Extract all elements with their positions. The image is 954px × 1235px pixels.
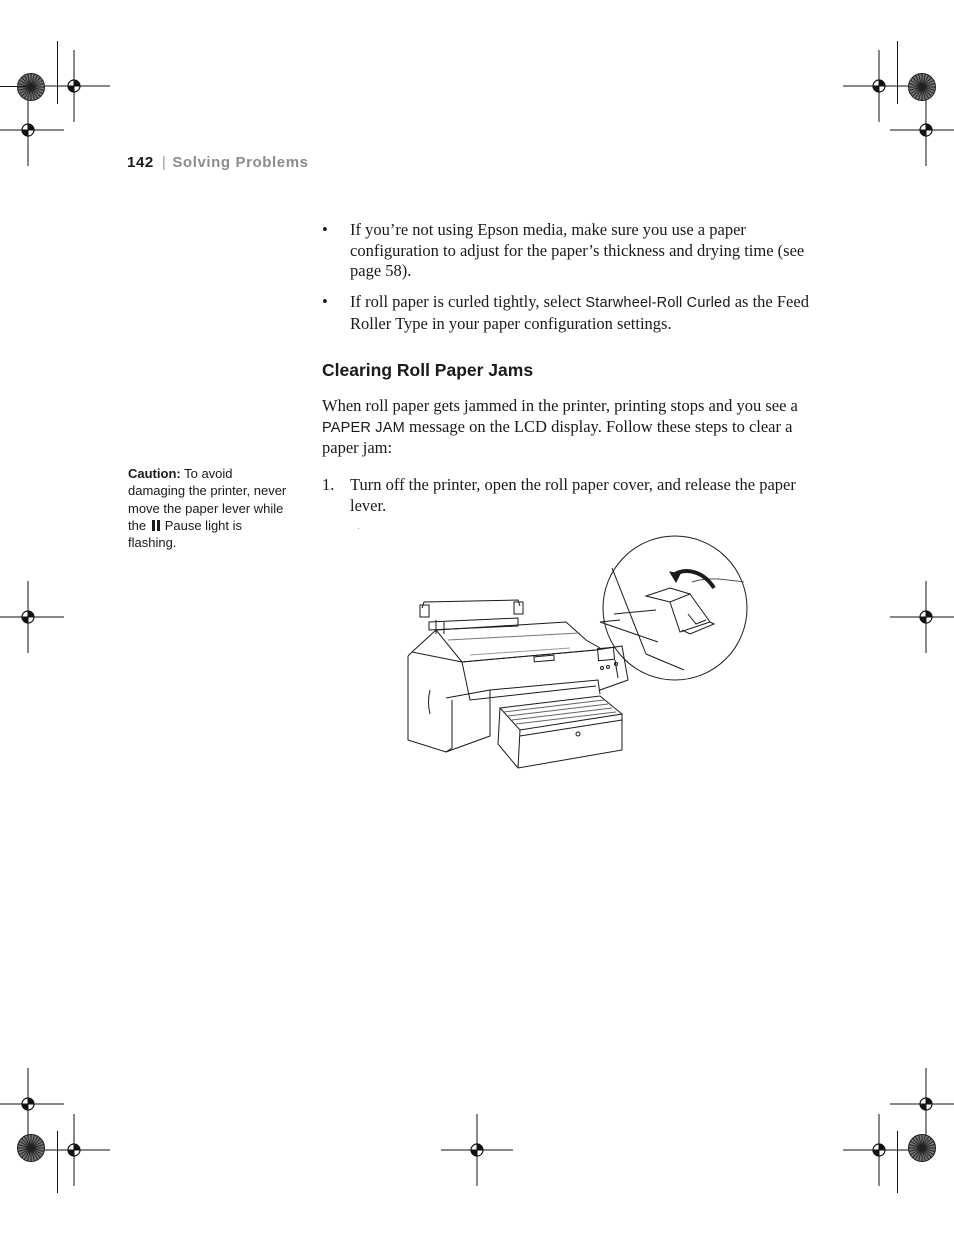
bullet-mark: • — [322, 292, 328, 311]
crop-line — [897, 1131, 898, 1193]
bullet-text — [350, 292, 832, 334]
bullet-mark: • — [322, 220, 328, 239]
pause-icon — [152, 518, 162, 529]
running-header — [127, 154, 309, 171]
step-item — [322, 475, 822, 516]
step-text: Turn off the printer, open the roll paper cover, and release the paper lever. — [350, 475, 796, 515]
registration-mark-icon — [890, 581, 954, 653]
crop-line — [897, 41, 898, 104]
registration-mark-icon — [843, 1114, 915, 1186]
bullet-item — [322, 292, 832, 334]
bullet-item — [322, 220, 832, 282]
stray-dot — [358, 528, 359, 529]
registration-mark-icon — [0, 581, 64, 653]
bullet-text-before: If roll paper is curled tightly, select — [350, 292, 586, 311]
section-heading: Clearing Roll Paper Jams — [322, 360, 534, 380]
crop-line — [0, 86, 26, 87]
crop-line — [57, 1131, 58, 1193]
intro-text-after: message on the LCD display. Follow these steps to clear a paper jam: — [322, 416, 793, 457]
lcd-message: PAPER JAM — [322, 419, 405, 436]
printer-illustration — [400, 530, 750, 770]
page-number: 142 — [127, 154, 154, 171]
caution-text-before: To avoid damaging the printer, never move the paper lever while the — [128, 466, 287, 533]
caution-text-after: light is flashing. — [128, 517, 243, 551]
color-target-icon — [908, 73, 936, 101]
color-target-icon — [17, 73, 45, 101]
intro-paragraph — [322, 396, 817, 459]
registration-mark-icon — [441, 1114, 513, 1186]
caution-label: Caution: — [128, 466, 181, 481]
color-target-icon — [17, 1134, 45, 1162]
bullet-text-after: as the Feed Roller Type in your paper configuration settings. — [350, 292, 809, 333]
pause-button-name: Pause — [164, 517, 202, 533]
intro-text-before: When roll paper gets jammed in the printer, printing stops and you see a — [322, 396, 798, 415]
crop-line — [57, 41, 58, 104]
registration-mark-icon — [890, 94, 954, 166]
registration-mark-icon — [0, 94, 64, 166]
section-title: Solving Problems — [172, 154, 309, 171]
bullet-text: If you’re not using Epson media, make sure you use a paper configuration to adjust for the paper’s thickness and drying time (see page 58). — [350, 220, 805, 280]
header-separator: | — [161, 154, 167, 171]
step-number: 1. — [322, 475, 335, 494]
color-target-icon — [908, 1134, 936, 1162]
feed-roller-setting: Starwheel-Roll Curled — [585, 295, 731, 311]
registration-mark-icon — [38, 1114, 110, 1186]
caution-note — [128, 465, 293, 551]
